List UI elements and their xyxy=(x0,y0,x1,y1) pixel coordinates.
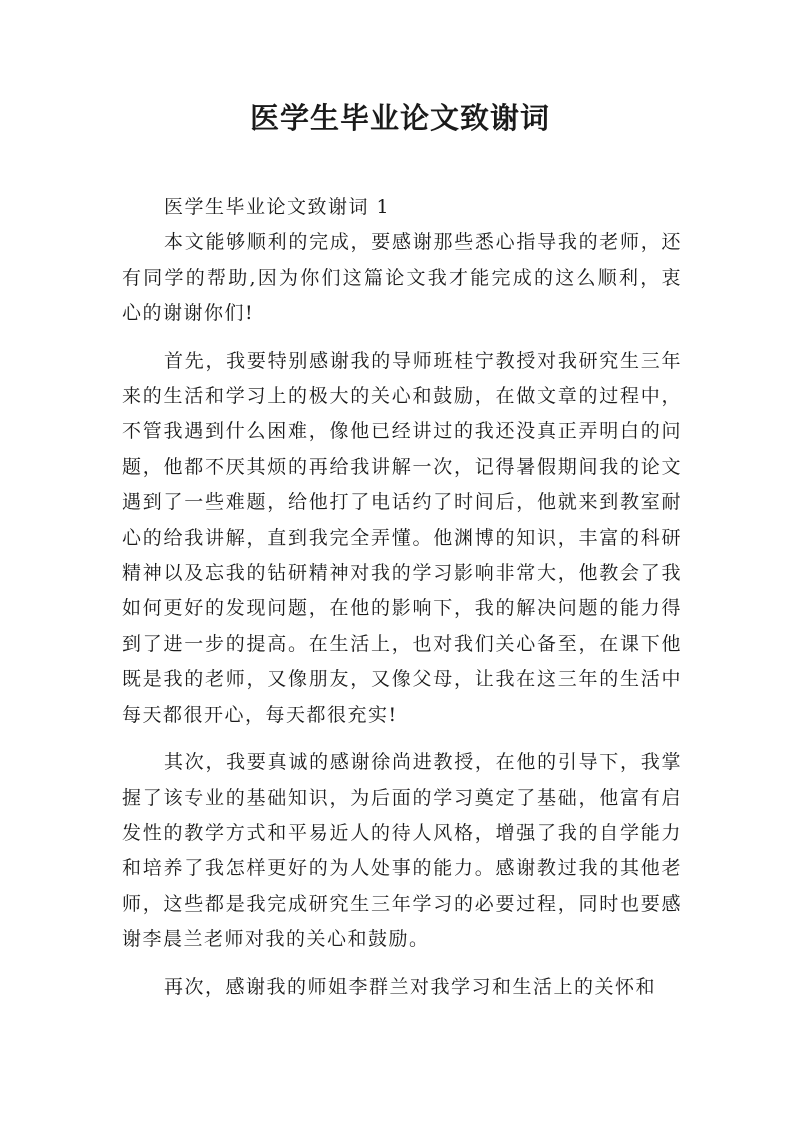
document-title: 医学生毕业论文致谢词 xyxy=(249,101,550,135)
paragraph-1: 本文能够顺利的完成，要感谢那些悉心指导我的老师，还有同学的帮助,因为你们这篇论文我才能完成的这么顺利，衷心的谢谢你们! xyxy=(122,231,682,325)
paragraph-3: 其次，我要真诚的感谢徐尚进教授，在他的引导下，我掌握了该专业的基础知识，为后面的学习奠定了基础，他富有启发性的教学方式和平易近人的待人风格，增强了我的自学能力和培养了我怎样更好的为人处事的能力。感谢教过我的其他老师，这些都是我完成研究生三年学习的必要过程，同时也要感谢李晨兰老师对我的关心和鼓励。 xyxy=(122,751,682,951)
paragraph-4: 再次，感谢我的师姐李群兰对我学习和生活上的关怀和 xyxy=(164,975,657,998)
document-body xyxy=(122,190,682,1005)
paragraph-2: 首先，我要特别感谢我的导师班桂宁教授对我研究生三年来的生活和学习上的极大的关心和鼓励，在做文章的过程中，不管我遇到什么困难，像他已经讲过的我还没真正弄明白的问题，他都不厌其烦的再给我讲解一次，记得暑假期间我的论文遇到了一些难题，给他打了电话约了时间后，他就来到教室耐心的给我讲解，直到我完全弄懂。他渊博的知识，丰富的科研精神以及忘我的钻研精神对我的学习影响非常大，他教会了我如何更好的发现问题，在他的影响下，我的解决问题的能力得到了进一步的提高。在生活上，也对我们关心备至，在课下他既是我的老师，又像朋友，又像父母，让我在这三年的生活中每天都很开心，每天都很充实! xyxy=(122,349,682,726)
section-subtitle: 医学生毕业论文致谢词 1 xyxy=(164,196,391,218)
